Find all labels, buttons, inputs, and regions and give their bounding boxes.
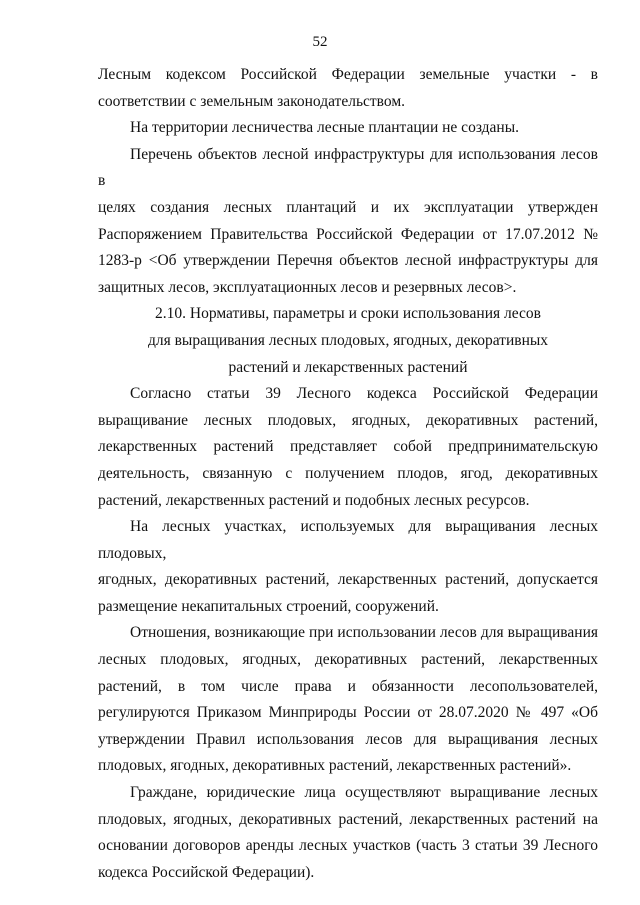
paragraph-line: защитных лесов, эксплуатационных лесов и резервных лесов>. bbox=[98, 278, 517, 296]
paragraph-line: растений, в том числе права и обязанности лесопользователей, bbox=[98, 677, 598, 695]
paragraph-line: На лесных участках, используемых для выращивания лесных плодовых, bbox=[98, 518, 598, 562]
paragraph-line: Согласно статьи 39 Лесного кодекса Российской Федерации bbox=[130, 385, 598, 403]
paragraph-line: Распоряжением Правительства Российской Федерации от 17.07.2012 № bbox=[98, 225, 598, 243]
paragraph-line: регулируются Приказом Минприроды России от 28.07.2020 № 497 «Об bbox=[98, 704, 598, 722]
section-heading: 2.10. Нормативы, параметры и сроки использования лесов bbox=[155, 305, 541, 323]
paragraph-line: соответствии с земельным законодательством. bbox=[98, 92, 406, 110]
paragraph-line: Лесным кодексом Российской Федерации земельные участки - в bbox=[98, 66, 598, 83]
paragraph-line: размещение некапитальных строений, сооружений. bbox=[98, 597, 439, 615]
paragraph-line: Перечень объектов лесной инфраструктуры для использования лесов в bbox=[98, 145, 598, 190]
section-heading: растений и лекарственных растений bbox=[228, 358, 468, 376]
paragraph-line: Граждане, юридические лица осуществляют выращивание лесных bbox=[130, 784, 598, 802]
paragraph-line: На территории лесничества лесные плантации не созданы. bbox=[130, 119, 520, 137]
section-heading: для выращивания лесных плодовых, ягодных, декоративных bbox=[147, 331, 549, 349]
paragraph-line: утверждении Правил использования лесов для выращивания лесных bbox=[98, 730, 598, 748]
paragraph-line: основании договоров аренды лесных участков (часть 3 статьи 39 Лесного bbox=[98, 837, 598, 855]
paragraph-line: плодовых, ягодных, декоративных растений, лекарственных растений». bbox=[98, 757, 572, 775]
paragraph-line: кодекса Российской Федерации). bbox=[98, 863, 315, 881]
paragraph-line: целях создания лесных плантаций и их эксплуатации утвержден bbox=[98, 198, 598, 216]
paragraph-line: 1283-р <Об утверждении Перечня объектов лесной инфраструктуры для bbox=[98, 252, 598, 270]
paragraph-line: ягодных, декоративных растений, лекарственных растений, допускается bbox=[98, 571, 598, 589]
paragraph-line: Отношения, возникающие при использовании лесов для выращивания bbox=[130, 624, 598, 642]
page-number: 52 bbox=[312, 34, 328, 50]
paragraph-line: деятельность, связанную с получением плодов, ягод, декоративных bbox=[98, 464, 598, 482]
paragraph-line: лекарственных растений представляет собой предпринимательскую bbox=[98, 438, 598, 456]
paragraph-line: плодовых, ягодных, декоративных растений, лекарственных растений на bbox=[98, 810, 598, 828]
paragraph-line: лесных плодовых, ягодных, декоративных растений, лекарственных bbox=[98, 651, 598, 669]
document-body bbox=[98, 62, 598, 886]
paragraph-line: растений, лекарственных растений и подобных лесных ресурсов. bbox=[98, 491, 530, 509]
paragraph-line: выращивание лесных плодовых, ягодных, декоративных растений, bbox=[98, 411, 598, 429]
